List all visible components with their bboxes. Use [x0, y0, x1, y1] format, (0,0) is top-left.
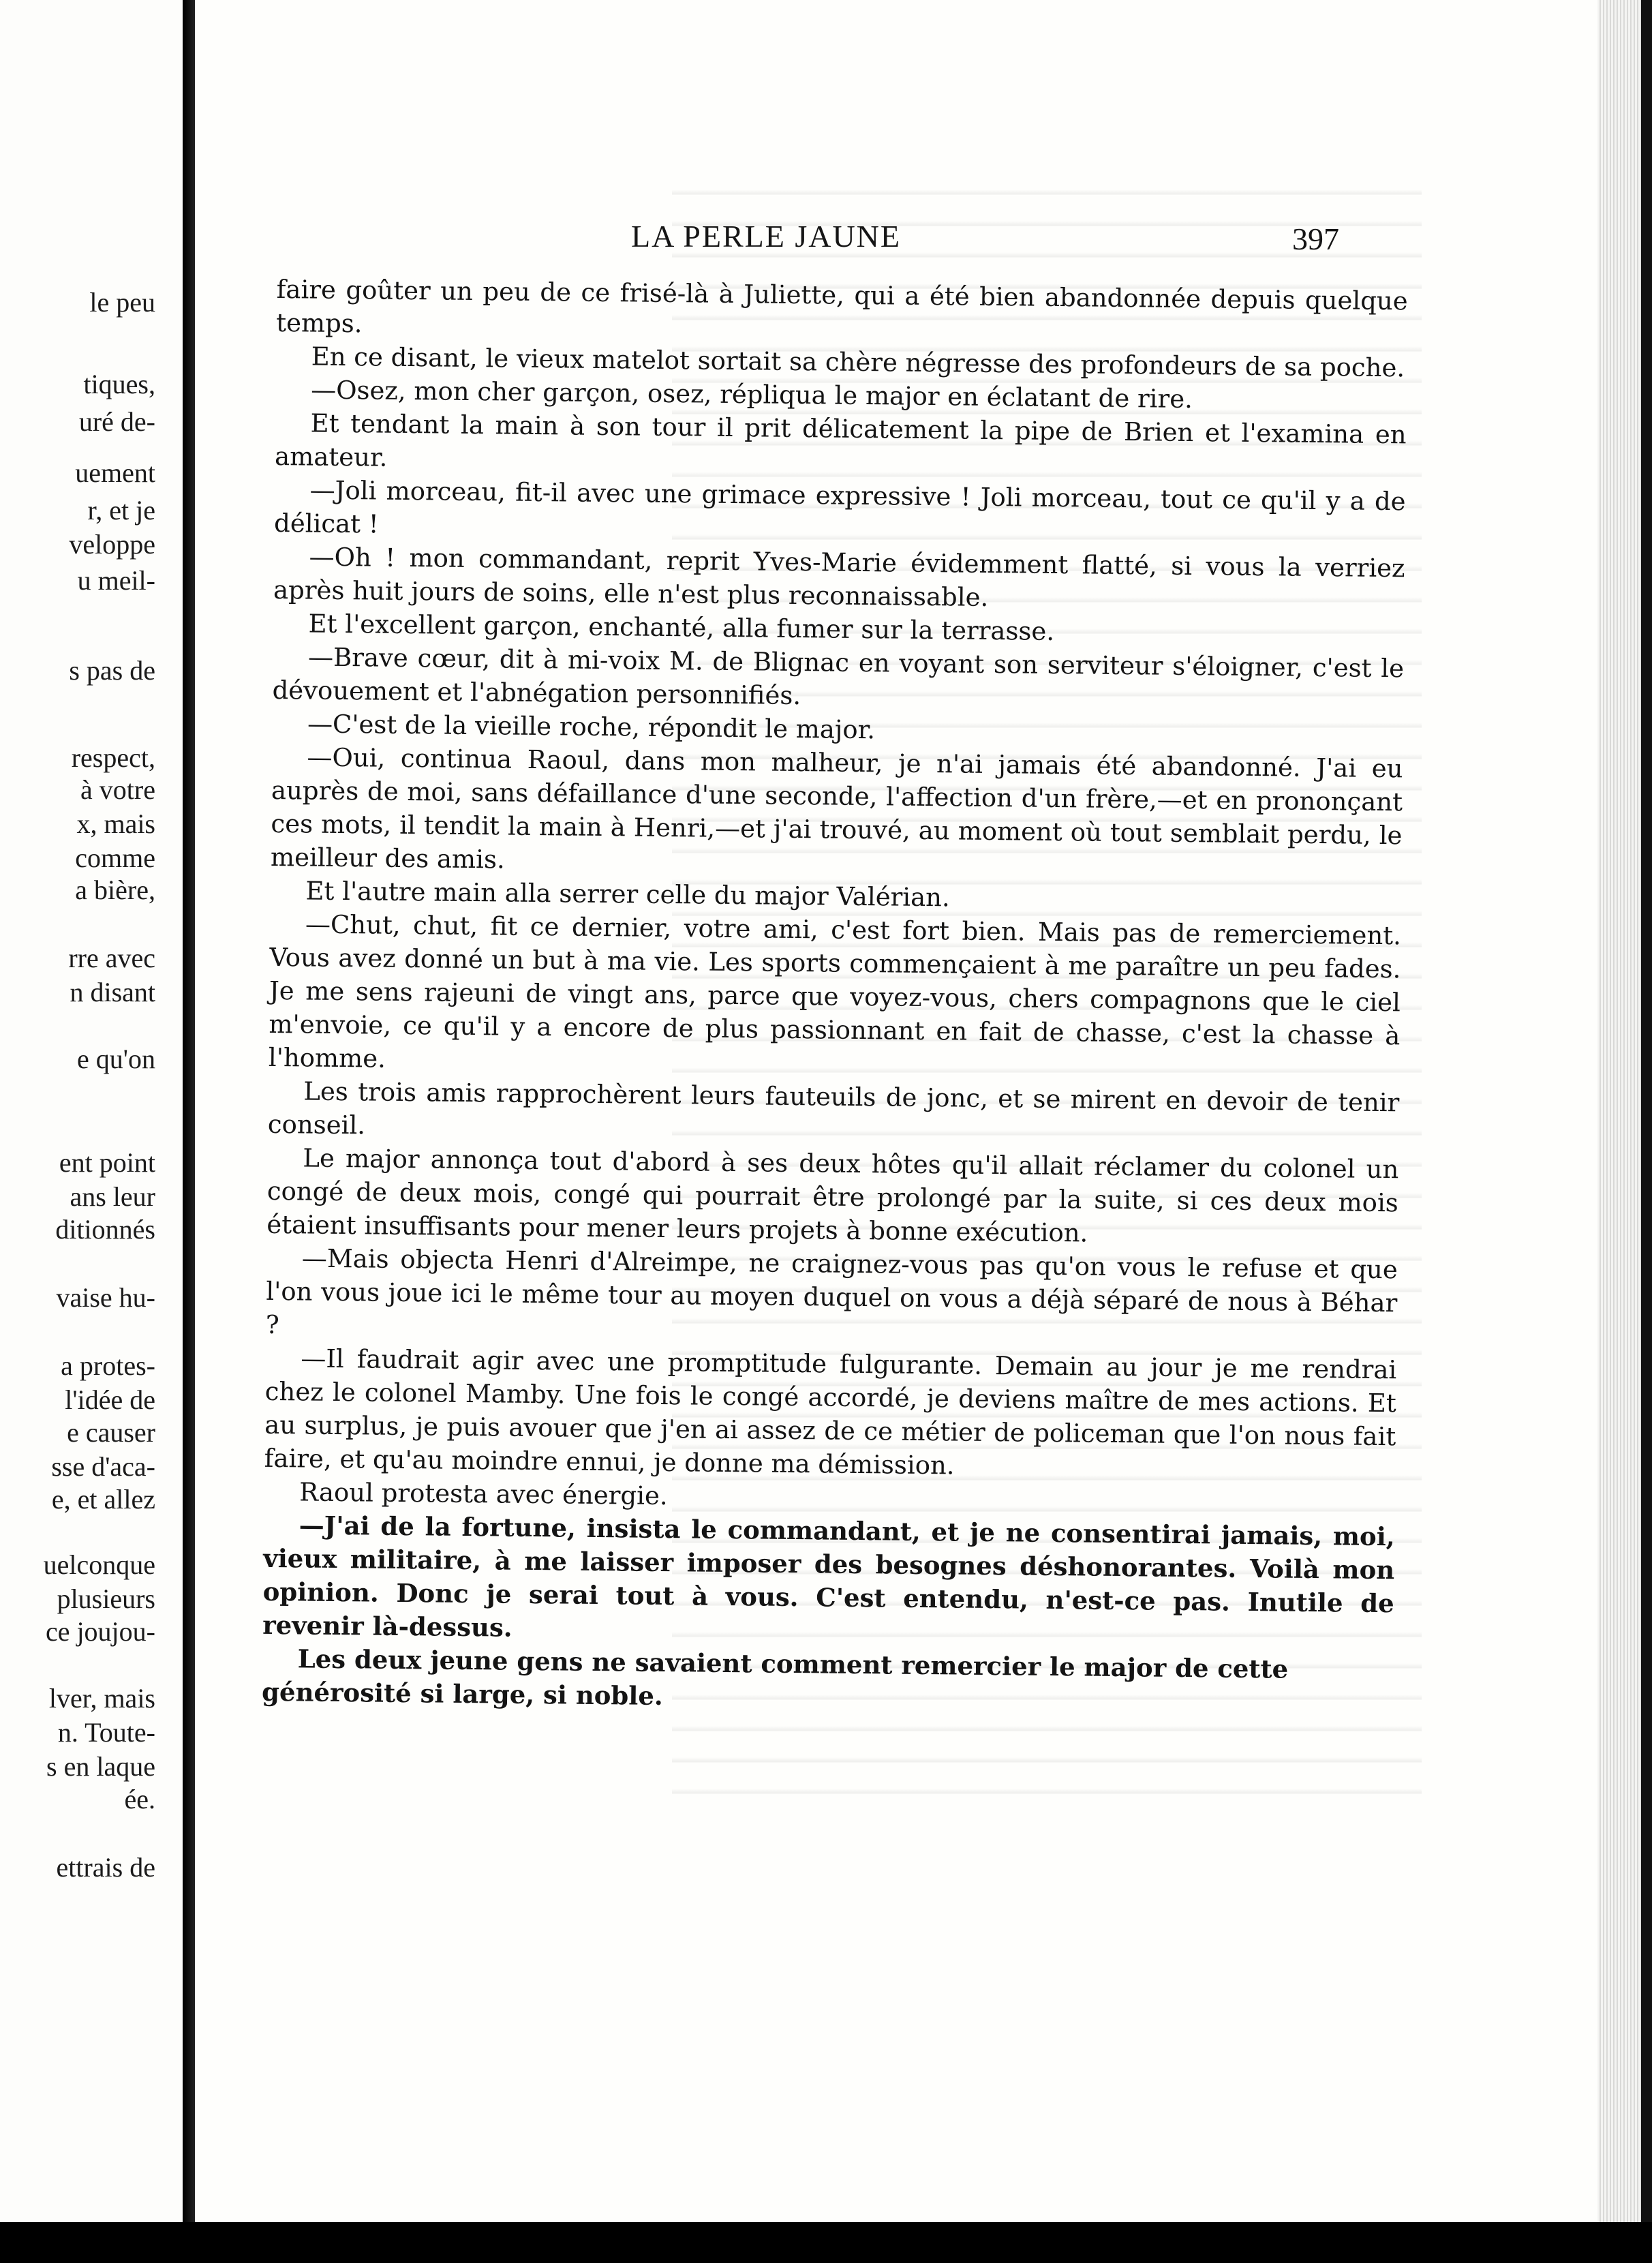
left-page-line: n disant — [70, 977, 155, 1007]
paragraph: Et l'autre main alla serrer celle du major Valérian. — [305, 876, 950, 913]
book-gutter — [183, 0, 195, 2263]
left-page-line: ettrais de — [56, 1852, 155, 1883]
left-page-line: respect, — [71, 742, 155, 773]
paragraph: —Il faudrait agir avec une promptitude fulgurante. Demain au jour je me rendrai chez le colonel Mamby. Une fois le congé accordé, je deviens maître de mes actions. Et au surplus, je puis avouer que j'en ai assez de ce métier de policeman que l'on nous fait faire, et qu'au moindre ennui, je donne ma démission. — [264, 1343, 1397, 1480]
left-page-line: plusieurs — [57, 1583, 155, 1614]
left-page-line: n. Toute- — [57, 1717, 155, 1748]
body-text — [262, 273, 1408, 1720]
paragraph: Et tendant la main à son tour il prit délicatement la pipe de Brien et l'examina en amateur. — [274, 408, 1407, 472]
left-page-line: veloppe — [69, 529, 155, 560]
left-page-line: rre avec — [68, 943, 155, 973]
paragraph: Les deux jeune gens ne savaient comment remercier le major de cette générosité si large, si noble. — [261, 1643, 1289, 1712]
left-page-line: à votre — [80, 774, 155, 805]
paragraph: Les trois amis rapprochèrent leurs fauteuils de jonc, et se mirent en devoir de tenir conseil. — [267, 1076, 1400, 1140]
paragraph: En ce disant, le vieux matelot sortait sa chère négresse des profondeurs de sa poche. — [311, 341, 1405, 383]
paragraph: Raoul protesta avec énergie. — [299, 1477, 668, 1511]
paragraph: —Oui, continua Raoul, dans mon malheur, je n'ai jamais été abandonné. J'ai eu auprès de moi, sans défaillance d'une seconde, l'affection d'un frère,—et en prononçant ces mots, il tendit la main à Henri,—et j'ai trouvé, au moment où tout semblait perdu, le meilleur des amis. — [270, 742, 1403, 875]
scan-bottom-band — [0, 2222, 1652, 2263]
left-page-line: vaise hu- — [56, 1282, 155, 1313]
left-page-line: e causer — [67, 1417, 155, 1448]
left-page-line: uré de- — [78, 406, 155, 437]
left-page-line: ce joujou- — [45, 1616, 155, 1647]
paragraph: —Mais objecta Henri d'Alreimpe, ne craignez-vous pas qu'on vous le refuse et que l'on vous joue ici le même tour au moyen duquel on vous a déjà séparé de nous à Béhar ? — [265, 1243, 1398, 1340]
page-block-edge — [1597, 0, 1652, 2263]
left-page-line: l'idée de — [65, 1384, 155, 1415]
left-page-line: le peu — [89, 287, 155, 318]
page-header — [195, 218, 1597, 259]
left-page-line: e qu'on — [77, 1044, 155, 1074]
left-page-line: sse d'aca- — [51, 1451, 155, 1482]
left-page-line: e, et allez — [51, 1484, 155, 1515]
paragraph: —Joli morceau, fit-il avec une grimace expressive ! Joli morceau, tout ce qu'il y a de délicat ! — [273, 475, 1406, 539]
left-page-fragment — [0, 0, 183, 2263]
paragraph: —J'ai de la fortune, insista le commandant, et je ne consentirai jamais, moi, vieux militaire, à me laisser imposer des besognes déshonorantes. Voilà mon opinion. Donc je serai tout à vous. C'est entendu, n'est-ce pas. Inutile de revenir là-dessus. — [262, 1510, 1395, 1643]
paragraph: —Brave cœur, dit à mi-voix M. de Blignac en voyant son serviteur s'éloigner, c'est le dévouement et l'abnégation personnifiés. — [272, 642, 1405, 711]
left-page-line: x, mais — [76, 808, 155, 839]
paragraph: faire goûter un peu de ce frisé-là à Juliette, qui a été bien abandonnée depuis quelque temps. — [276, 274, 1408, 339]
left-page-line: uelconque — [43, 1549, 155, 1580]
paragraph: Et l'excellent garçon, enchanté, alla fumer sur la terrasse. — [308, 609, 1055, 646]
left-page-line: s en laque — [46, 1751, 155, 1782]
left-page-line: ée. — [124, 1784, 155, 1814]
left-page-line: a protes- — [61, 1350, 155, 1381]
left-page-line: lver, mais — [48, 1683, 155, 1714]
paragraph: —Oh ! mon commandant, reprit Yves-Marie évidemment flatté, si vous la verriez après huit jours de soins, elle n'est plus reconnaissable. — [273, 542, 1405, 612]
paragraph: —Osez, mon cher garçon, osez, répliqua le major en éclatant de rire. — [310, 375, 1193, 414]
left-page-line: a bière, — [75, 875, 155, 905]
left-page-line: ditionnés — [55, 1214, 155, 1245]
left-page-line: u meil- — [77, 565, 155, 596]
left-page-line: ent point — [59, 1147, 155, 1178]
paragraph: —C'est de la vieille roche, répondit le major. — [307, 709, 876, 745]
left-page-line: ans leur — [70, 1181, 155, 1212]
right-page — [195, 0, 1597, 2263]
paragraph: Le major annonça tout d'abord à ses deux hôtes qu'il allait réclamer du colonel un congé de deux mois, congé qui pourrait être prolongé par la suite, si ces deux mois étaient insuffisants pour mener leurs projets à bonne exécution. — [266, 1143, 1399, 1248]
left-page-line: r, et je — [87, 495, 155, 526]
left-page-line: s pas de — [69, 655, 155, 686]
paragraph: —Chut, chut, fit ce dernier, votre ami, c'est fort bien. Mais pas de remerciement. Vous avez donné un but à ma vie. Les sports commençaient à me paraître un peu fades. Je me sens rajeuni de vingt ans, parce que voyez-vous, chers compagnons que le ciel m'envoie, ce qu'il y a encore de plus passionnant en fait de chasse, c'est la chasse à l'homme. — [268, 909, 1402, 1074]
left-page-line: uement — [75, 457, 155, 488]
running-title: LA PERLE JAUNE — [631, 219, 901, 254]
page-number: 397 — [1292, 222, 1339, 256]
left-page-line: comme — [75, 842, 155, 873]
left-page-line: tiques, — [83, 369, 155, 399]
